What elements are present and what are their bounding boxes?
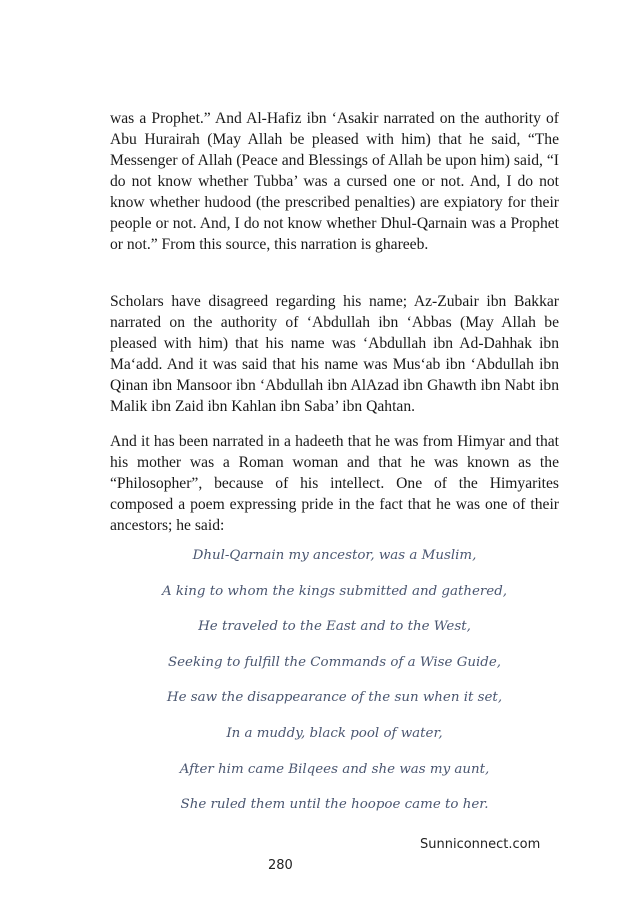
- poem-line: A king to whom the kings submitted and gathered,: [161, 583, 508, 599]
- site-watermark: Sunniconnect.com: [420, 837, 541, 852]
- poem-line: In a muddy, black pool of water,: [226, 725, 443, 741]
- poem-block: [110, 546, 559, 831]
- paragraph-narration: was a Prophet.” And Al-Hafiz ibn ‘Asakir narrated on the authority of Abu Hurairah (May Allah be pleased with him) that he said, “The Messenger of Allah (Peace and Blessings of Allah be upon him) said, “I do not know whether Tubba’ was a cursed one or not. And, I do not know whether hudood (the prescribed penalties) are expiatory for their people or not. And, I do not know whether Dhul-Qarnain was a Prophet or not.” From this source, this narration is ghareeb.: [110, 110, 559, 253]
- poem-line: Dhul-Qarnain my ancestor, was a Muslim,: [192, 548, 477, 563]
- paragraph-name-dispute: Scholars have disagreed regarding his name; Az-Zubair ibn Bakkar narrated on the authority of ‘Abdullah ibn ‘Abbas (May Allah be pleased with him) that his name was ‘Abdullah ibn Ad-Dahhak ibn Ma‘add. And it was said that his name was Mus‘ab ibn ‘Abdullah ibn Qinan ibn Mansoor ibn ‘Abdullah ibn AlAzad ibn Ghawth ibn Nabt ibn Malik ibn Zaid ibn Kahlan ibn Saba’ ibn Qahtan.: [110, 293, 559, 415]
- poem-line: Seeking to fulfill the Commands of a Wise Guide,: [167, 654, 502, 670]
- poem-line: She ruled them until the hoopoe came to her.: [180, 797, 489, 813]
- paragraph-himyar: And it has been narrated in a hadeeth that he was from Himyar and that his mother was a Roman woman and that he was known as the “Philosopher”, because of his intellect. One of the Himyarites composed a poem expressing pride in the fact that he was one of their ancestors; he said:: [110, 433, 559, 534]
- poem-line: After him came Bilqees and she was my aunt,: [179, 761, 490, 777]
- page-number: 280: [268, 858, 293, 873]
- poem-line: He saw the disappearance of the sun when it set,: [166, 690, 503, 706]
- poem-line: He traveled to the East and to the West,: [198, 619, 471, 635]
